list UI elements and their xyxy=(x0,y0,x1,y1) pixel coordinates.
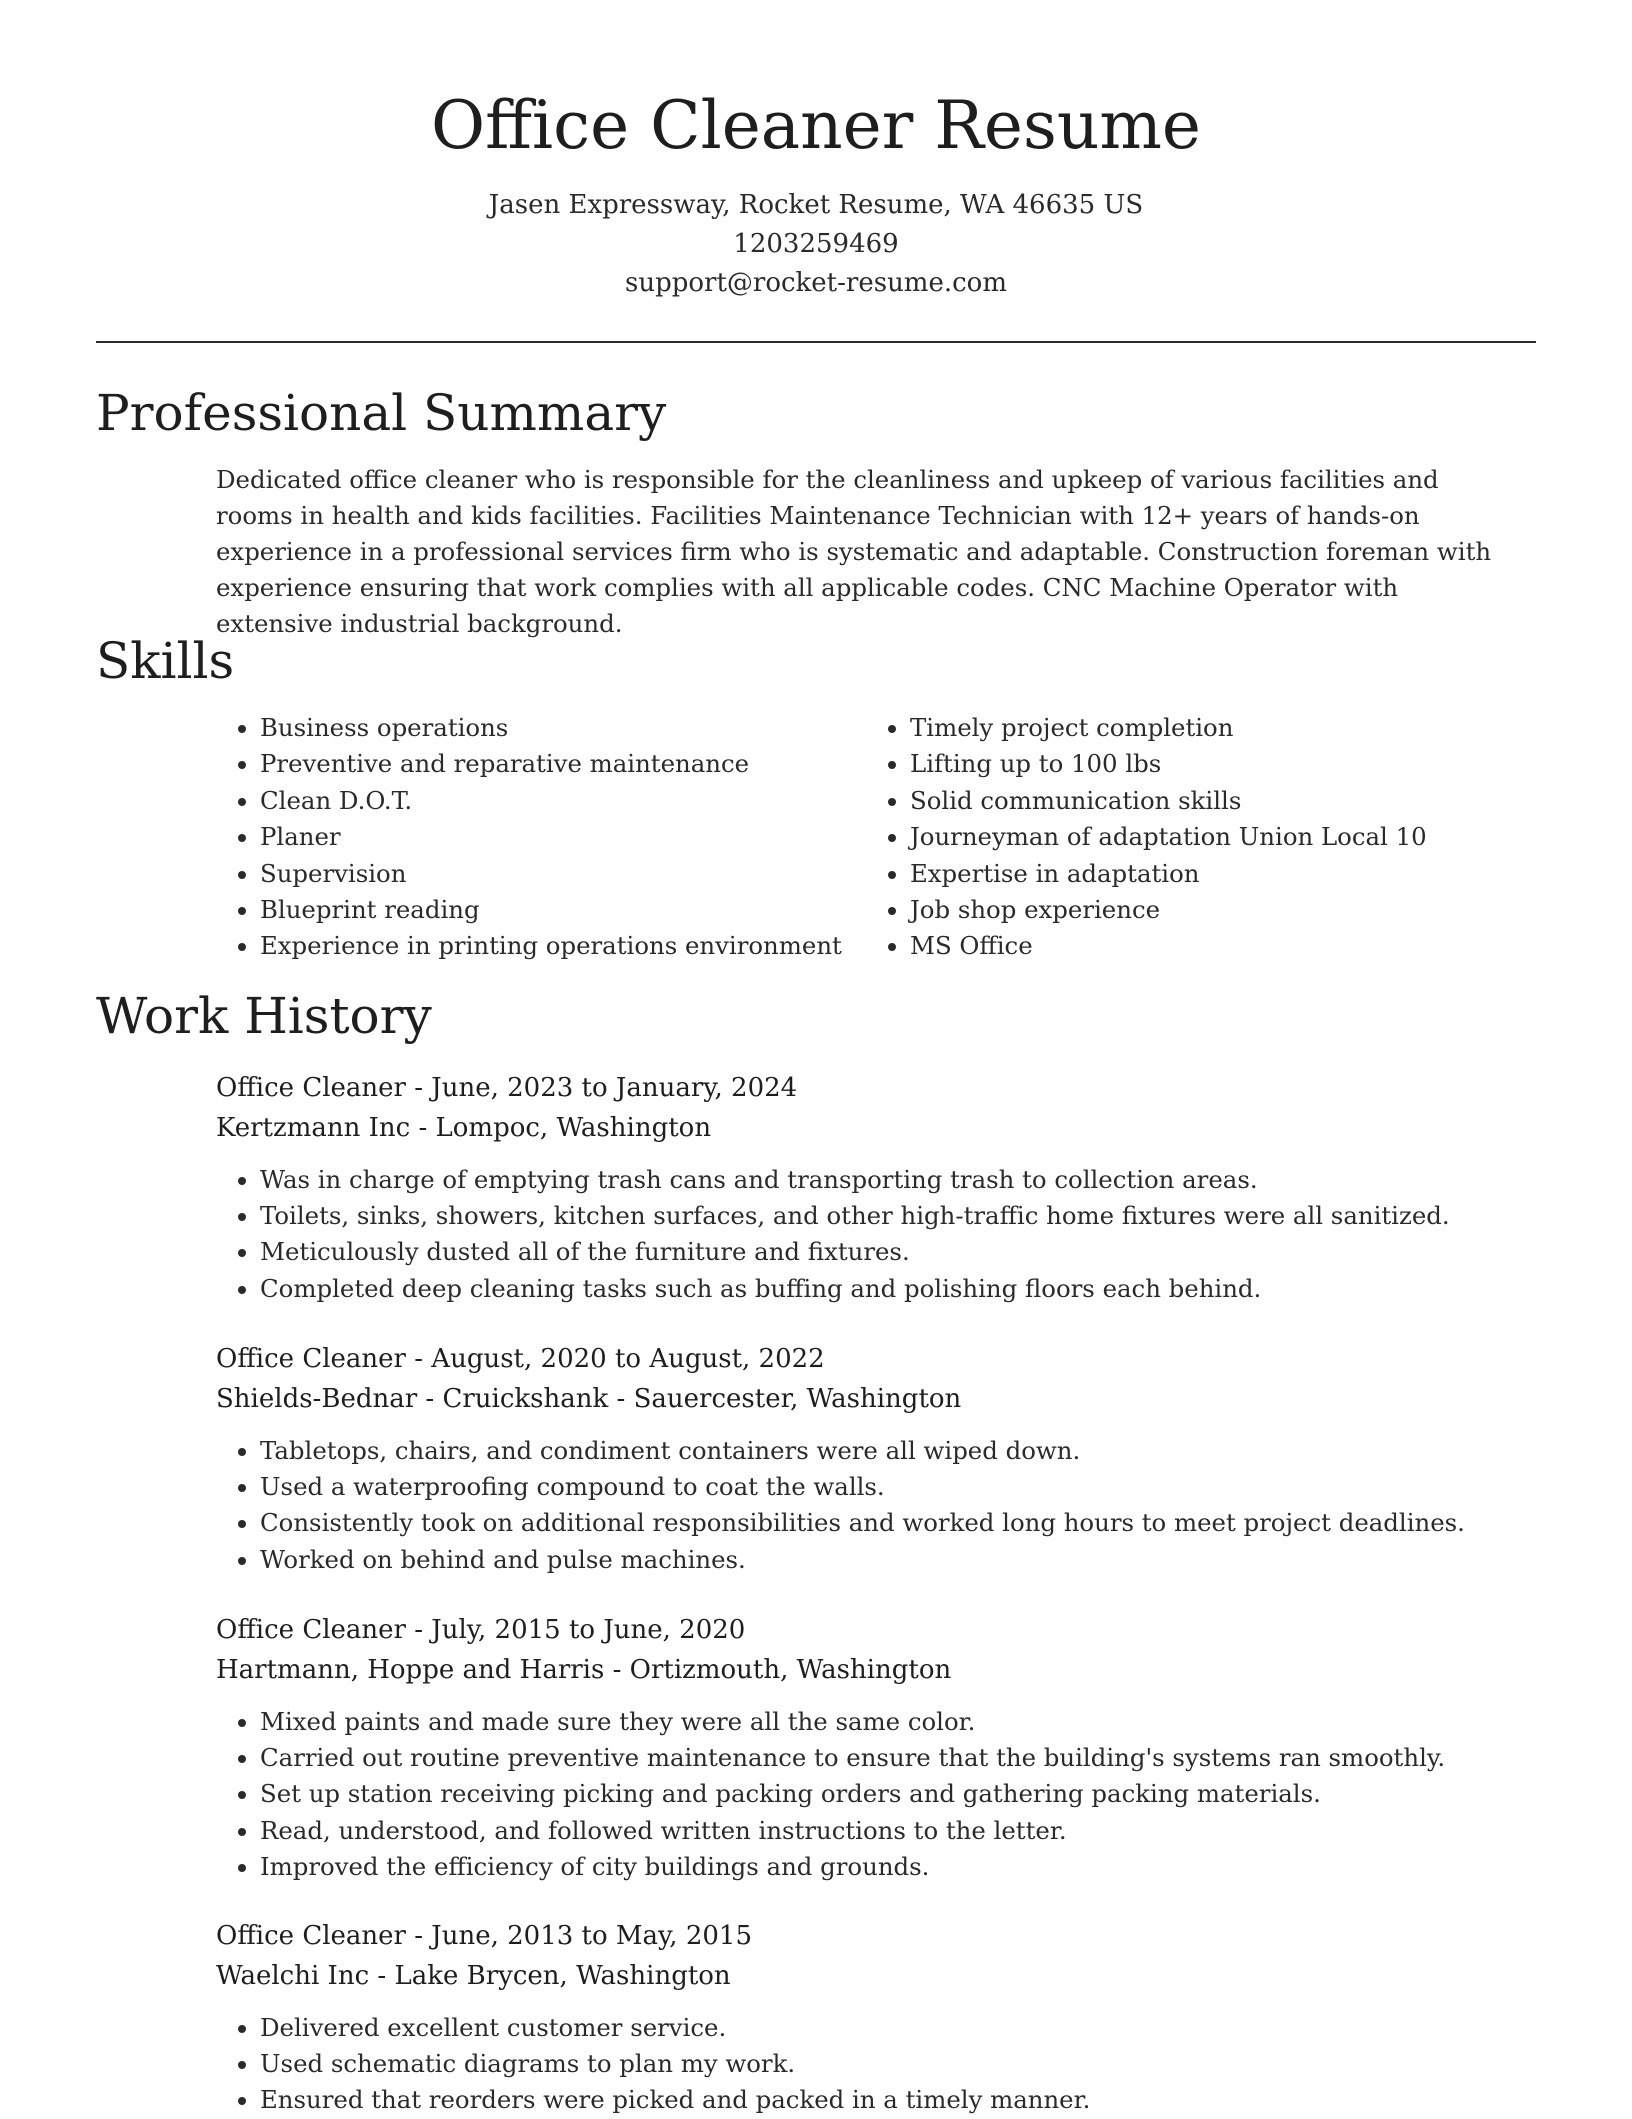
job-bullet: • Set up station receiving picking and packing orders and gathering packing materials. xyxy=(260,1776,1536,1812)
skill-item: • MS Office xyxy=(910,928,1427,964)
work-history-heading: Work History xyxy=(96,987,432,1045)
job-bullet: • Toilets, sinks, showers, kitchen surfaces, and other high-traffic home fixtures were all sanitized. xyxy=(260,1198,1536,1234)
job-bullet: • Used schematic diagrams to plan my work. xyxy=(260,2046,1536,2082)
skill-item: • Planer xyxy=(260,819,842,855)
job-company: Kertzmann Inc xyxy=(216,1113,411,1143)
job-bullet: • Consistently took on additional responsibilities and worked long hours to meet project deadlines. xyxy=(260,1505,1536,1541)
contact-phone: 1203259469 xyxy=(733,229,899,259)
job-location: - Sauercester, Washington xyxy=(608,1384,962,1414)
job-bullet: • Was in charge of emptying trash cans and transporting trash to collection areas. xyxy=(260,1162,1536,1198)
skill-item: • Preventive and reparative maintenance xyxy=(260,746,842,782)
job-bullet: • Ensured that reorders were picked and packed in a timely manner. xyxy=(260,2082,1536,2118)
job-company-line xyxy=(216,1379,1536,1419)
job-company: Shields-Bednar - Cruickshank xyxy=(216,1384,609,1414)
job-title: Office Cleaner xyxy=(216,1344,406,1374)
job-title: Office Cleaner xyxy=(216,1921,406,1951)
skill-item: • Lifting up to 100 lbs xyxy=(910,746,1427,782)
job-company-line xyxy=(216,1650,1536,1690)
skill-item: • Clean D.O.T. xyxy=(260,783,842,819)
job-title-line xyxy=(216,1339,1536,1379)
job-dates: - July, 2015 to June, 2020 xyxy=(405,1615,746,1645)
contact-address: Jasen Expressway, Rocket Resume, WA 46635 US xyxy=(488,190,1144,220)
job-entry xyxy=(216,1916,1536,2119)
skill-item: • Expertise in adaptation xyxy=(910,856,1427,892)
skill-item: • Solid communication skills xyxy=(910,783,1427,819)
job-bullet: • Read, understood, and followed written instructions to the letter. xyxy=(260,1813,1536,1849)
job-title: Office Cleaner xyxy=(216,1073,406,1103)
contact-email: support@rocket-resume.com xyxy=(624,268,1007,298)
skills-column-left xyxy=(216,710,842,965)
job-company-line xyxy=(216,1108,1536,1148)
header-divider xyxy=(96,341,1536,343)
job-bullet: • Carried out routine preventive maintenance to ensure that the building's systems ran smoothly. xyxy=(260,1740,1536,1776)
job-title-line xyxy=(216,1916,1536,1956)
job-bullet: • Used a waterproofing compound to coat the walls. xyxy=(260,1469,1536,1505)
job-location: - Lake Brycen, Washington xyxy=(369,1961,731,1991)
job-bullet: • Completed deep cleaning tasks such as buffing and polishing floors each behind. xyxy=(260,1271,1536,1307)
job-title: Office Cleaner xyxy=(216,1615,406,1645)
skill-item: • Timely project completion xyxy=(910,710,1427,746)
job-bullet: • Meticulously dusted all of the furniture and fixtures. xyxy=(260,1234,1536,1270)
skills-heading: Skills xyxy=(96,632,235,690)
summary-heading: Professional Summary xyxy=(96,384,667,442)
job-entry xyxy=(216,1610,1536,1885)
job-entry xyxy=(216,1339,1536,1578)
job-bullet: • Tabletops, chairs, and condiment containers were all wiped down. xyxy=(260,1433,1536,1469)
job-company: Hartmann, Hoppe and Harris xyxy=(216,1655,605,1685)
job-company: Waelchi Inc xyxy=(216,1961,370,1991)
skills-column-right xyxy=(866,710,1427,965)
job-company-line xyxy=(216,1956,1536,1996)
job-dates: - June, 2023 to January, 2024 xyxy=(405,1073,798,1103)
skill-item: • Journeyman of adaptation Union Local 10 xyxy=(910,819,1427,855)
job-bullet: • Mixed paints and made sure they were all the same color. xyxy=(260,1704,1536,1740)
skill-item: • Business operations xyxy=(260,710,842,746)
skill-item: • Job shop experience xyxy=(910,892,1427,928)
job-title-line xyxy=(216,1068,1536,1108)
job-dates: - August, 2020 to August, 2022 xyxy=(405,1344,825,1374)
job-entry xyxy=(216,1068,1536,1307)
job-title-line xyxy=(216,1610,1536,1650)
summary-text: Dedicated office cleaner who is responsible for the cleanliness and upkeep of various facilities and rooms in health and kids facilities. Facilities Maintenance Technician with 12+ years of hands-on experience in a professional services firm who is systematic and adaptable. Construction foreman with experience ensuring that work complies with all applicable codes. CNC Machine Operator with extensive industrial background. xyxy=(216,465,1492,638)
job-bullet: • Worked on behind and pulse machines. xyxy=(260,1542,1536,1578)
job-location: - Ortizmouth, Washington xyxy=(604,1655,952,1685)
job-dates: - June, 2013 to May, 2015 xyxy=(405,1921,752,1951)
resume-title: Office Cleaner Resume xyxy=(431,87,1201,164)
job-location: - Lompoc, Washington xyxy=(410,1113,712,1143)
job-bullet: • Improved the efficiency of city buildings and grounds. xyxy=(260,1849,1536,1885)
contact-info xyxy=(0,186,1632,303)
skill-item: • Experience in printing operations environment xyxy=(260,928,842,964)
skill-item: • Blueprint reading xyxy=(260,892,842,928)
resume-header xyxy=(0,0,1632,303)
skill-item: • Supervision xyxy=(260,856,842,892)
job-bullet: • Delivered excellent customer service. xyxy=(260,2010,1536,2046)
